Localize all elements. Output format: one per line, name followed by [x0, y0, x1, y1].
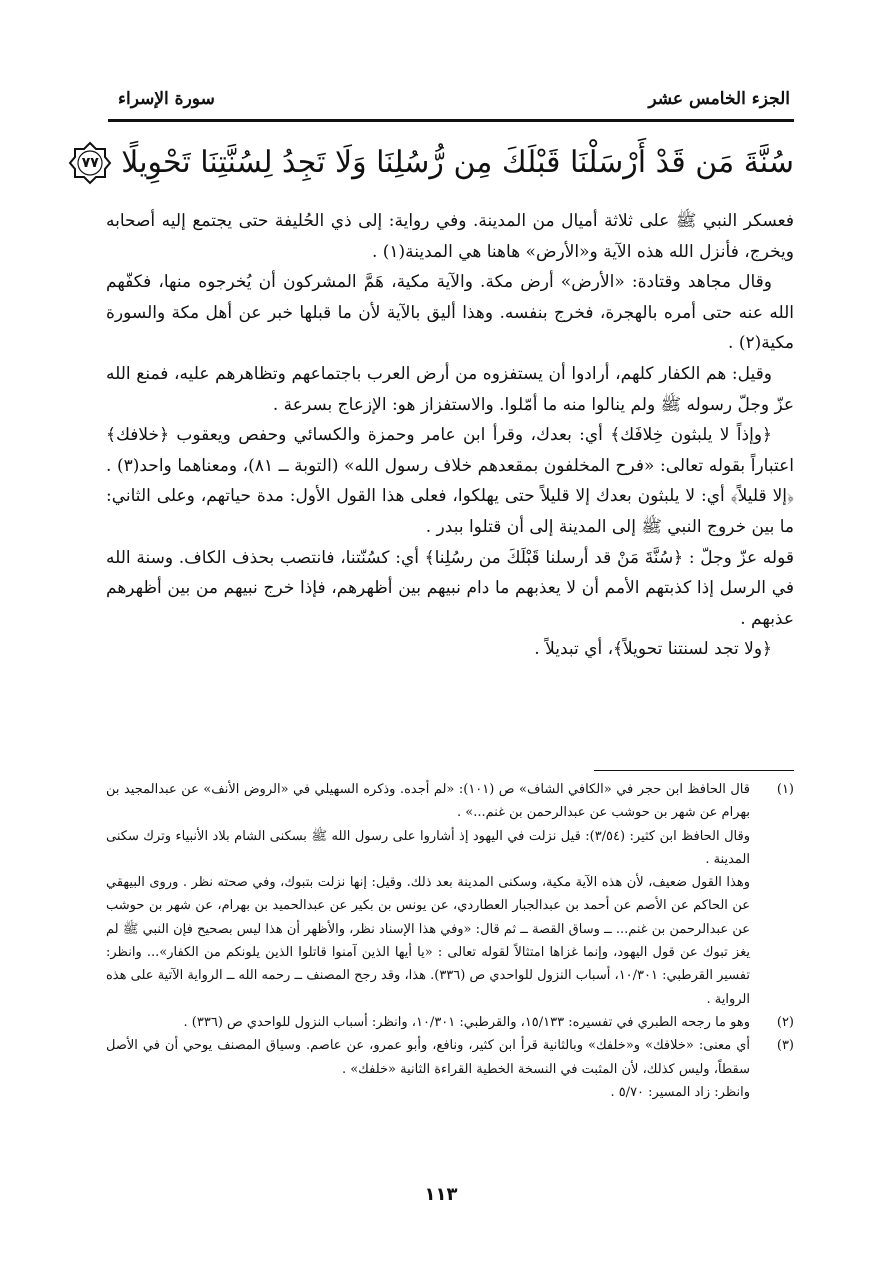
footnote-paragraph: وهذا القول ضعيف، لأن هذه الآية مكية، وسكنى المدينة بعد ذلك. وقيل: إنها نزلت بتبوك، وفي صحته نظر . وروى البيهقي عن الحاكم عن الأصم عن أحمد بن عبدالجبار العطاردي، عن يونس بن بكير عن عبدالحميد بن بهرام، عن شهر بن حوشب عن عبدالرحمن بن غنم... ــ وساق القصة ــ ثم قال: «وفي هذا الإسناد نظر، والأظهر أن هذا ليس بصحيح فإن النبي ﷺ لم يغز تبوك عن قول اليهود، وإنما غزاها امتثالاً لقوله تعالى : «يا أيها الذين آمنوا قاتلوا الذين يلونكم من الكفار»... وانظر: تفسير القرطبي: ١٠/٣٠١، أسباب النزول للواحدي ص (٣٣٦). هذا، وقد رجح المصنف ــ رحمه الله ــ الرواية الآتية على هذه الرواية . [106, 875, 750, 1007]
footnote-body [106, 1011, 750, 1034]
footnote-paragraph: وانظر: زاد المسير: ٥/٧٠ . [610, 1084, 750, 1100]
commentary-body [106, 206, 794, 665]
commentary-paragraph: فعسكر النبي ﷺ على ثلاثة أميال من المدينة. وفي رواية: إلى ذي الحُليفة حتى يجتمع إليه أصحابه ويخرج، فأنزل الله هذه الآية و«الأرض» هاهنا هي المدينة(١) . [106, 211, 794, 262]
footnote-paragraph: أي معنى: «خلافك» و«خلفك» وبالثانية قرأ ابن كثير، ونافع، وأبو عمرو، عن عاصم. وسياق المصنف يوحي أن في الأصل سقطاً، وليس كذلك، لأن المثبت في النسخة الخطية القراءة الثانية «خلفك» . [106, 1038, 750, 1077]
header-part-title: الجزء الخامس عشر [648, 89, 790, 109]
verse-number: ٧٧ [81, 154, 99, 171]
commentary-paragraph: وقال مجاهد وقتادة: «الأرض» أرض مكة. والآية مكية، هَمَّ المشركون أن يُخرجوه منها، فكفّهم الله عنه حتى أمره بالهجرة، فخرج بنفسه. وهذا أليق بالآية لأن ما قبلها خبر عن أهل مكة والسورة مكية(٢) . [106, 272, 794, 354]
footnote-3 [106, 1034, 794, 1104]
footnote-number: (٣) [776, 1038, 794, 1054]
footnote-body [106, 1034, 750, 1104]
verse-number-marker-icon [67, 140, 113, 186]
footnote-paragraph: وقال الحافظ ابن كثير: (٣/٥٤): قيل نزلت في اليهود إذ أشاروا على رسول الله ﷺ بسكنى الشام بلاد الأنبياء وترك سكنى المدينة . [106, 828, 750, 867]
page-number: ١١٣ [424, 1184, 458, 1205]
footnotes [106, 778, 794, 1104]
footnote-1 [106, 778, 794, 1011]
verse-text: سُنَّةَ مَن قَدْ أَرْسَلْنَا قَبْلَكَ مِن رُّسُلِنَا وَلَا تَجِدُ لِسُنَّتِنَا تَحْوِيلًا [121, 145, 794, 180]
footnote-2 [106, 1011, 794, 1034]
footnote-number: (١) [776, 782, 794, 797]
commentary-paragraph: ﴿ولا تجد لسنتنا تحويلاً﴾، أي تبديلاً . [534, 639, 772, 660]
commentary-paragraph: قوله عزّ وجلّ : ﴿سُنَّةَ مَنْ قد أرسلنا قَبْلَكَ من رسُلِنا﴾ أي: كسُنّتنا، فانتصب بحذف الكاف. وسنة الله في الرسل إذا كذبتهم الأمم أن لا يعذبهم ما دام نبيهم بين أظهرهم، فإذا خرج نبيهم من بين أظهرهم عذبهم . [106, 547, 794, 629]
header-surah-title: سورة الإسراء [118, 89, 215, 109]
footnote-body [106, 778, 750, 1011]
footnote-paragraph: قال الحافظ ابن حجر في «الكافي الشاف» ص (١٠١): «لم أجده. وذكره السهيلي في «الروض الأنف» عن عبدالمجيد بن بهرام عن شهر بن حوشب عن عبدالرحمن بن غنم...» . [106, 782, 750, 821]
quran-verse [81, 132, 794, 194]
commentary-paragraph: وقيل: هم الكفار كلهم، أرادوا أن يستفزوه من أرض العرب باجتماعهم وتظاهرهم عليه، فمنع الله عزّ وجلّ رسوله ﷺ ولم ينالوا منه ما أمّلوا. والاستفزاز هو: الإزعاج بسرعة . [106, 363, 794, 415]
commentary-paragraph: ﴿وإذاً لا يلبثون خِلافَك﴾ أي: بعدك، وقرأ ابن عامر وحمزة والكسائي وحفص ويعقوب ﴿خلافك﴾ اعتباراً بقوله تعالى: «فرح المخلفون بمقعدهم خلاف رسول الله» (التوبة ــ ٨١)، ومعناهما واحد(٣) . ﴿إلا قليلاً﴾ أي: لا يلبثون بعدك إلا قليلاً حتى يهلكوا، فعلى هذا القول الأول: مدة حياتهم، وعلى الثاني: ما بين خروج النبي ﷺ إلى المدينة إلى أن قتلوا ببدر . [106, 425, 794, 537]
footnote-separator [594, 770, 794, 771]
header-rule [108, 119, 794, 122]
footnote-number: (٢) [776, 1014, 794, 1030]
running-header [118, 84, 790, 114]
footnote-paragraph: وهو ما رجحه الطبري في تفسيره: ١٥/١٣٣، والقرطبي: ١٠/٣٠١، وانظر: أسباب النزول للواحدي ص (٣٣٦) . [183, 1014, 750, 1030]
